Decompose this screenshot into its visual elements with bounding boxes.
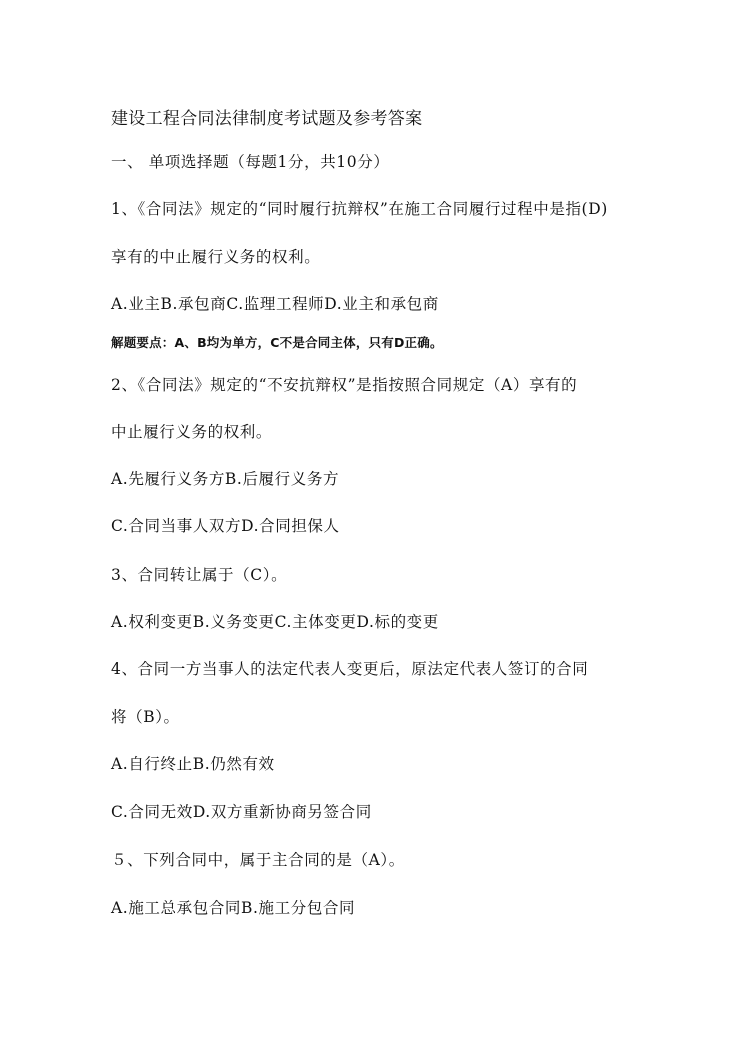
- question-1-tip: 解题要点：A、B均为单方，C不是合同主体，只有D正确。: [111, 335, 443, 350]
- question-2-line-2: 中止履行义务的权利。: [111, 423, 273, 441]
- question-5-options: A.施工总承包合同B.施工分包合同: [111, 899, 356, 917]
- question-4-options-2: C.合同无效D.双方重新协商另签合同: [111, 803, 372, 821]
- question-2-options-1: A.先履行义务方B.后履行义务方: [111, 470, 340, 488]
- question-4-line-1: 4、合同一方当事人的法定代表人变更后，原法定代表人签订的合同: [111, 660, 589, 678]
- question-5-line-1: ５、下列合同中，属于主合同的是（A）。: [111, 851, 405, 869]
- doc-title: 建设工程合同法律制度考试题及参考答案: [111, 109, 423, 129]
- question-4-options-1: A.自行终止B.仍然有效: [111, 755, 275, 773]
- section-heading: 一、 单项选择题（每题1分，共10分）: [111, 153, 390, 171]
- question-2-options-2: C.合同当事人双方D.合同担保人: [111, 517, 340, 535]
- question-1-line-1: 1、《合同法》规定的“同时履行抗辩权”在施工合同履行过程中是指(D): [111, 200, 608, 218]
- question-3-line-1: 3、合同转让属于（C）。: [111, 566, 288, 584]
- question-2-line-1: 2、《合同法》规定的“不安抗辩权”是指按照合同规定（A）享有的: [111, 376, 578, 394]
- question-4-line-2: 将（B）。: [111, 708, 180, 726]
- question-1-options: A.业主B.承包商C.监理工程师D.业主和承包商: [111, 295, 439, 313]
- question-3-options: A.权利变更B.义务变更C.主体变更D.标的变更: [111, 613, 439, 631]
- question-1-line-2: 享有的中止履行义务的权利。: [111, 248, 321, 266]
